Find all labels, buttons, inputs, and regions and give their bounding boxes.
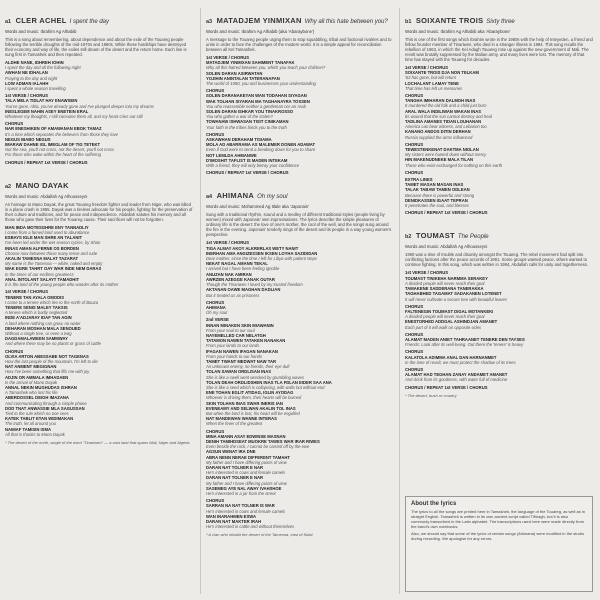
lyric-line: Russia supplied the arms influenced [405, 134, 473, 140]
lyric-line: Tied to the rule which no one sees [5, 410, 69, 416]
lyric-line: He's interested in cattle and without themselves [206, 524, 295, 530]
lyric-line: CHORUS [405, 366, 424, 372]
song-block [405, 225, 593, 397]
lyric-line: Whoever is driving them, their hearts will be burned [206, 395, 302, 401]
lyric-line: DOD TNAT ANWASSIE MLA SAGUSSAN [5, 405, 85, 411]
song-credits: Words and music: Abdallah Ag Alhousseyni [5, 193, 88, 199]
lyric-line: TENERE TAN AYALA OMODIS [5, 294, 65, 300]
lyric-line: ENESTORHED ADDGAL ASHINDJAN AMANET [405, 319, 498, 325]
lyric-line: TOLAN SAWAN ORDLISAN INAS [206, 369, 272, 375]
lyric-line: Even beside the rock, I cannot be carried off by the ewe [206, 444, 310, 450]
lyric-line: 1st VERSE / CHORUS [5, 93, 49, 99]
lyric-line: From your hands to our hands [206, 353, 263, 359]
lyric-line: 1st VERSE / CHORUS [206, 240, 250, 246]
lyric-line: But when the land is lost, his heart will be engulfed [206, 410, 300, 416]
lyric-line: 1st VERSE / CHORUS [405, 270, 449, 276]
lyric-line: CHORUS [206, 299, 225, 305]
track-number: a1 [5, 19, 12, 25]
lyric-line: It is the land of the young people who wander after its mother [5, 282, 119, 288]
about-lyrics-box [405, 496, 593, 592]
lyric-line: Its wound that the sun cannot destroy and heal [405, 113, 492, 119]
about-paragraph: Also, we should say that some of the lyrics of certain songs (Ahimana) were modified in the studio during recording. We apologise for any errors. [411, 531, 584, 541]
lyric-line: TAMAKENE SADDERANA TANERAKKA [405, 286, 484, 292]
lyric-line: ANAL INTOLANT SALAYT TAMADHIT [5, 276, 80, 282]
lyric-line: AKTANAN OAWE MAGHAN DADLIAN [206, 287, 281, 293]
lyric-line: I come from a famed land used to abundance [5, 230, 90, 236]
lyric-line: TOLAN DEAH ORDLIDSHEN INAS TLA FDLAN EIDER SAA ANA [206, 379, 332, 385]
lyric-line: In the time of revolt, we must protect the shadow of its trees [405, 359, 516, 365]
song-intro: Sung with a traditional rhythm, sound and a medley of different traditional styles (people living by women) mixed with Japonais' own improvisations. The lyrics describe the simple pleasures of ordinary life in the desert: the love of one's mother, the cool of the well, and the songs sung around the fire in the evening. Japonais' tenderly sings of the desert and its people in a way young women's perspective. [206, 212, 392, 238]
lyric-line: It will never cultivate a secure tree with beautiful leaves [405, 296, 507, 302]
lyric-line: I spent the day and all the following night [5, 65, 81, 71]
lyric-line: That time has left us memories [405, 85, 463, 91]
lyric-line: TAMET TWANT MEDWAT NAW TAR [206, 358, 277, 364]
lyric-line: TIGA ALMAY AKOY ALKRERLAS WETY NANIT [206, 245, 299, 251]
lyric-line: CHORUS / REPEAT 1st VERSE / CHORUS [5, 159, 88, 165]
lyric-line: Without a single tree, or even a twig [5, 330, 72, 336]
lyric-line: And drink from its goodness, with water full of medicine [405, 377, 508, 383]
lyric-line: America can bear witness, and Lebanon too [405, 124, 487, 130]
lyric-line: CHORUS [405, 169, 424, 175]
lyric-line: I come to a tenere which lies to the north of Bouza [5, 299, 99, 305]
lyric-line: MOLA AD ABARRAMA AS MALEMER DONEN ADAWAT [206, 142, 316, 148]
lyric-line: CHORUS / REPEAT 1st VERSE / CHORUS [405, 384, 488, 390]
track-number: b2 [405, 234, 412, 241]
lyric-line: INDE A'ADJARAY IDAF TAN AGIN [5, 315, 72, 321]
song-credits: Words and music: Ibrahim Ag Alhabib (aka 'Abaraybone') [206, 29, 315, 34]
lyric-line: He's interested in a jar from the street [206, 491, 276, 497]
lyric-line: TENERE SENIS MALEY TAKSIS [5, 304, 68, 310]
lyric-line: Friends: Look after its well-being. Out there the 'tenere' is heavy [405, 342, 524, 348]
lyric-line: CHORUS [206, 88, 225, 94]
song-title: AHIMANA [216, 191, 255, 201]
lyric-line: SOLEN DARAN ASIRWATAN [206, 70, 263, 76]
lyric-line: TALAK TABAW TAMEN ODLEAN [405, 187, 470, 193]
lyric-line: ANUZAN NAK AMIRAN [206, 271, 252, 277]
song-block [206, 185, 394, 537]
song-intro: 1990 was a time of trouble and disunity amongst the Touareg. The rebel movement had split into conflicting factions after the peace accords of 1991. Some groups wanted peace, others wanted to continue fighting. In this song, which was written in 1994, Abdallah calls for unity and togetherness. [405, 252, 588, 268]
lyric-line: IFAGAN NAWEN IFAGAN NANAKAN [206, 348, 278, 354]
song-header [206, 185, 394, 203]
track-number: a2 [5, 183, 12, 190]
lyric-line: When the fever of the greatest [206, 421, 263, 427]
lyric-line: A Tamashek who lost his life [5, 390, 58, 396]
song-subtitle: I spent the day [69, 19, 110, 25]
lyric-line: My name is the Tamesna — white, naked and empty [5, 261, 103, 267]
column-divider [399, 8, 400, 594]
lyric-line: A divided people will never reach their goal [405, 280, 485, 286]
song-block [5, 10, 193, 165]
song-intro: An homage to Mano Dayak, the great Touareg freedom fighter and leader from Niger, who was killed in a plane crash in 1995. Dayak was a tireless advocate for his people, fighting for the preservation of their culture and traditions, and for peace and independence. Abdallah salutes his memory and all those who gave their lives for the Touareg cause. Their sacrifices will not be forgotten. [5, 201, 193, 222]
lyric-line: EVENEAMY AND SELWAN AKALIN TOL INAS [206, 405, 296, 411]
lyric-line: The world of 1980, you and businesses your understanding [206, 81, 316, 87]
lyric-line: KALATOLA ADIMMA ANAL DAN HARNANMET [405, 354, 497, 360]
lyric-line: NOT LEMLDA AHMANWE [206, 152, 257, 158]
lyric-line: He's interested in cows and female camels [206, 470, 286, 476]
lyric-line: A land where nothing can grow, no water [5, 320, 81, 326]
song-title: MATADJEM YINMIXAN [216, 16, 302, 25]
lyric-line: FALTENEGIN TOUMAST DIGAL MOTANKEKI [405, 308, 494, 314]
lyric-line: MAN IBDA MOTESGHRE ENY TANNADLIY [5, 224, 89, 230]
song-subtitle: Oh my soul [257, 194, 288, 201]
lyric-line: WAK EGRE TAHRT OAY WAR INDE NEM DARAS [5, 266, 102, 272]
lyric-line: NAIMAF TAMISIN ISMA [5, 426, 51, 432]
lyric-line: My father and I have differing points of view [206, 480, 287, 486]
lyric-line: TANGHA IMIHARAN DALMOH INAS [405, 98, 476, 104]
lyric-line: CHORUS [5, 348, 24, 354]
lyric-line: Why all this hatred between you, which you teach your children? [206, 65, 326, 71]
track-number: a4 [206, 194, 213, 201]
song-intro: A message to the Touareg people urging them to stop squabbling, tribal and factional rivalries and to unite in order to face the challenges of the modern world. It is a simple appeal for reconciliation between all Kel Tamashek. [206, 37, 392, 52]
song-credits: Words and music: Abdallah Ag Alhousseyni [405, 244, 488, 250]
lyric-line: The truth, let all around you [5, 421, 56, 427]
lyric-line: 1st VERSE / CHORUS [206, 55, 250, 60]
lyric-line: How the last people of the mountain, I'm left to die [5, 358, 98, 364]
lyric-line: Because there is powerful and strong [405, 192, 475, 198]
lyric-line: TADLINA AMANES TIDAN LOUHANAN [405, 119, 482, 125]
lyric-line: From your lands to our lands [206, 343, 260, 349]
lyric-line: CHORUS [405, 141, 424, 147]
lyric-line: 1st VERSE / CHORUS [405, 65, 449, 70]
lyric-line: CHORUS / REPEAT 1st VERSE / CHORUS [206, 170, 289, 176]
lyric-line: For those who wake within the heart of the suffering [5, 152, 101, 158]
lyric-line: KANANO ANDOS DITIN DERHAN [405, 129, 471, 135]
lyric-line: INNAS AMAN ALFERNE OS BORDEN [5, 245, 79, 251]
lyric-line: NAT ANMENT MEGIGNAN [5, 364, 57, 370]
lyric-line: All that is thanks to Mano Dayak [5, 431, 65, 437]
lyric-line: CHORUS [405, 93, 424, 99]
lyric-line: INERHAN AMA ANGIZESSEN IKSEN LOYHA SAZIDIDAN [206, 250, 318, 256]
lyric-line: My father and I have differing points of view [206, 459, 287, 465]
lyric-line: MINA AMANN ASAY EDWINSE MASNAN [206, 433, 286, 439]
lyric-line: SOLEN DARAN ISHKAR YOU TINAKROSSO [206, 109, 294, 115]
lyric-line: It murdered the old folk and a child just born [405, 103, 487, 109]
lyric-line: DENIH TAMIHDSEAT MUOKRE TAWES WAR IRAR RIWES [206, 438, 320, 444]
lyric-line: LOCHALANT LAMAY TENE [405, 80, 459, 86]
lyric-line: ASKAWHAN DERAHAM TISIAMA [206, 137, 272, 143]
lyric-line: You who gather a war of the stolen? [206, 114, 273, 120]
lyric-line: '63 has gone, but will return [405, 75, 457, 81]
lyric-line: ANNAL NEKIN MUGHUDAS ISHRAN [5, 384, 77, 390]
lyric-line: Those who exist exchanged for nothing on this earth [405, 162, 503, 168]
lyric-line: From your soul to our soul [206, 327, 255, 333]
lyric-line: But it treated us as prisoners [206, 292, 260, 298]
lyric-line: SOIXANTE TROIS DJA NON TELKAM [405, 70, 479, 76]
lyric-line: AKALIN TAMESNA MALAT TAZARAT [5, 256, 79, 262]
lyric-line: Each part of it will walk on opposite sides [405, 324, 482, 330]
lyric-line: ADJIN OR AMMALA IMHADAEN [5, 374, 69, 380]
song-footnote: * A clan who inhabit the desert of the Tamesna, east of Kidal [206, 532, 313, 538]
lyric-line: SKIN TOLHAN INAS SWAR INERIS IAN [206, 400, 283, 406]
lyric-line: With a friend, they will only betray your confidence [206, 163, 300, 169]
song-title: TOUMAST [415, 231, 455, 241]
lyric-line: NAYEMELLED CAR NELATGH [206, 332, 266, 338]
lyric-line: CHORUS [405, 331, 424, 337]
lyric-line: You who reassemble neither a gentleman nor an Arab [206, 103, 306, 109]
lyric-line: NAR ENESHIKEN OF AMAWANAN EBOK TAMAZ [5, 126, 102, 132]
lyric-line: TOUMAST TINIKEHA NARMMA SERAKEY [405, 275, 488, 281]
song-credits: Words and music: Ibrahim Ag Alhabib [5, 29, 77, 34]
lyric-line: DEHARAN MOSHAN MALA SENOUED [5, 325, 81, 331]
lyric-line: DAGDAMALAWEEN SAMMWAY [5, 336, 68, 342]
lyric-line: DARAN NAT TOLNER E NAR [206, 465, 264, 470]
song-block [405, 10, 593, 215]
lyric-line: KATEK TABLIT ETAN WIDIMAKAN [5, 416, 74, 422]
lyric-line: 2nd VERSE [206, 317, 229, 323]
lyric-line: I've been led under the wet season cycles, by Shan [5, 240, 101, 246]
lyric-line: ABERDOSSEL DEIGH IMAZANA [5, 395, 69, 401]
lyric-line: CHORUS [5, 121, 24, 127]
song-header [206, 10, 394, 28]
lyric-line: YOJIHIN ANINTALAN TATERANAFAN [206, 75, 280, 81]
lyric-line: ESBAYS IGLE MAN SHRE AN TALANIT [5, 235, 83, 241]
song-title: CLER ACHEL [15, 16, 67, 25]
lyric-line: CHORUS [206, 498, 225, 504]
lyric-line: Not the sea, you'll not cross, not the desert, you'll not cross [5, 147, 115, 153]
track-number: a3 [206, 19, 213, 25]
song-header [5, 175, 193, 193]
lyric-line: SOLEN DARANAKEYAN WAN TODAHAN SIYAGAN [206, 93, 307, 99]
lyric-line: AWHAN NE IDHALAN [5, 70, 48, 76]
song-header [5, 10, 193, 28]
lyric-line: I spent a whole season travelling [5, 86, 66, 92]
lyric-line: HIN MAKENUDNEKE MALA TILAN [405, 157, 474, 163]
lyric-line: How I've been something that fills me with joy [5, 369, 90, 375]
lyric-line: And communicating through a simple phone [5, 400, 87, 406]
lyric-line: ALAMAT MADEN ANIET TAHRAANET TENERE DEN TAYSES [405, 336, 525, 342]
lyric-line: It penetrates the soul, and blesses [405, 203, 469, 209]
song-subtitle: Why all this hate between you? [304, 19, 388, 25]
lyric-line: ARAL WALA INDILIWAN WAKAN INAS [405, 108, 482, 114]
lyric-line: TOWANAW ISHWASAN TISIT CINIKAMAN [206, 119, 289, 125]
song-subtitle: The People [457, 234, 489, 241]
lyric-line: AHIMANA [206, 304, 226, 310]
column-divider [200, 8, 201, 594]
lyric-line: Praying to the day and night [5, 75, 58, 81]
lyric-line: And where there may be no plants or grass of cattle [5, 341, 101, 347]
song-block [5, 175, 193, 445]
lyric-line: OLVIA ARTON ABESSABE NOT TAGENAS [5, 353, 89, 359]
song-subtitle: Sixty three [486, 19, 515, 25]
song-title: SOIXANTE TROIS [415, 16, 484, 25]
song-header [405, 10, 593, 28]
lyric-line: DARAN NAT TOLNER E NAR [206, 475, 264, 481]
lyric-line: Dear mother, since the time I left for Libya with patient steps [206, 256, 318, 262]
lyric-line: Whatever my thoughts, I still consume them all, and my heart cries out still [5, 114, 143, 120]
lyric-line: NEKAT NAGAL AMANN TEKAL [206, 261, 268, 267]
lyric-line: D'IMOSHIT TAFLIST IS MADEN INTEKAM [206, 157, 288, 163]
lyric-line: DENIDKASSEN IGAAT TEPRAN [405, 197, 468, 203]
lyric-line: TAGHABHED TAGAMAT SADAKANEN LOTENET [405, 291, 502, 297]
lyric-line: Your faith in the tribes binds you to the truth [206, 124, 287, 130]
about-heading: About the lyrics [411, 501, 457, 507]
lyric-line: AGSUN WENAT IRA DNE [206, 449, 256, 455]
lyric-line: CHORUS [405, 303, 424, 309]
lyric-line: In the times of our endless greatness [5, 271, 74, 277]
lyric-line: A divided people will never reach their goal [405, 314, 485, 320]
lyric-line: ABRA NENN NERAE DIFFERENT TAMAHT [206, 454, 290, 460]
lyric-line: An unknown enemy, no friends, their eye dull [206, 364, 290, 370]
lyric-line: TATAMON NAWEN TATAKEN NANAKAN [206, 338, 286, 344]
lyric-line: Choose now between those many tense and rude [5, 250, 98, 256]
lyric-line: CHORUS [206, 428, 225, 434]
lyric-line: Is the arrival of Mano Dayak [5, 379, 58, 385]
lyric-line: Though the Tinariwen I loved by my trusted freedom [206, 282, 303, 288]
lyric-line: EXTRA LINES [405, 177, 433, 183]
lyric-line: SASEMEG AYE NAL AWAY IVAHSHOE [206, 485, 282, 491]
lyric-line: A tenere which is badly neglected [5, 310, 68, 316]
lyric-line: She is like a seed which is collapsing, with walls but without end [206, 384, 325, 390]
lyric-line: INESLEGEM NAHIN ASEY ENETEIN ERAL [5, 108, 89, 114]
lyric-line: My sisters were hunted down without mercy [405, 152, 487, 158]
lyric-line: DARAN NAT MAKTER IRAH [206, 519, 262, 525]
lyric-line: Even if God were to send a breaking down for you to share [206, 147, 316, 153]
lyric-line: ALAMAT HAD TEGHAN ZANAY ANDAMET AMANET [405, 372, 508, 378]
lyric-line: NAT MANDEWAN WANNE INTERAS [206, 416, 277, 422]
column-left [5, 10, 193, 592]
lyric-line: WAK TOLHAN SIYARAN MA TAGHANAYRA TOSSEN [206, 98, 310, 104]
column-middle [206, 10, 394, 592]
track-number: b1 [405, 19, 412, 25]
lyric-line: It's a time which separates the believers from those they love [5, 131, 118, 137]
lyric-line: TAMET MASAN MASAN INAS [405, 182, 464, 188]
lyric-line: You've gone, Ahla, you've already gone and I've plunged deeper into my dreams [5, 103, 154, 109]
song-footnote: * The desert, bush or country [405, 392, 457, 398]
lyric-line: ENE TOHAN EGLIT ATIDAG, IGLIN AYODAG [206, 390, 294, 396]
lyric-line: NEGUS IBABO NEGUS [5, 136, 51, 142]
song-footnote: * The desert of the north, single of the word "Tinariwen" — a vast land that spans Mali, Niger and Algeria [5, 439, 190, 445]
lyric-line: MATADJEM YINMIXAN SAHIMENT TANAFAK [206, 60, 295, 66]
lyric-line: INNAN MINAKEN SKIN MIAWANIN [206, 322, 274, 328]
song-title: MANO DAYAK [15, 180, 69, 190]
lyric-line: LOW ADMAN IALAHH [5, 80, 49, 86]
lyric-line: CHORUS [405, 349, 424, 355]
song-intro: This is one of the first songs which Ibrahim wrote in the 1980s with the help of Inteyeden, a friend and fellow founder member of Tinariwen, who died in a stranger illness in 1994. This song recalls the rebellion of 1963, in which the Kel Adagh Touareg rose up against the new government of Mali. The revolt was brutally suppressed by the Malian army, and many lives were lost. The memory of that time has stayed with the Touareg for decades. [405, 37, 593, 62]
lyric-line: TEWESTENKENAT DAKTMA NIOLAN [405, 147, 479, 153]
lyric-line: Oh my soul [206, 310, 228, 316]
lyric-line: CHORUS / REPEAT 1st VERSE / CHORUS [405, 210, 488, 216]
lyric-line: He's interested in cows and female camels [206, 508, 286, 514]
about-paragraph: The lyrics to all the songs are printed here in Tamashek, the language of the Touareg, as well as in straight English. Tamashek is written in its own ancient script called Tifinagh, but it is also commonly transcribed in the Latin alphabet. The transcriptions used here were made directly from the band's own notebooks. [411, 509, 585, 529]
lyric-line: ALDHE NANE, IDHREH IOHIN [5, 60, 64, 65]
song-block [206, 10, 394, 175]
song-credits: Words and music: Mohammed Ag Itlale aka 'Japonais' [206, 204, 309, 210]
song-header [405, 225, 593, 243]
song-intro: This is a song about remembering, about dependence and about the exile of the Touareg people following the terrible droughts of the mid-1970s and 1980s. While these hardships have destroyed their economy and way of life, the exiles still dream of the desert and the return home. Each line is sung first in Tamashek and then repeated. [5, 37, 187, 57]
lyric-line: AWRZEN AZEGGE KANAK OUTAR [206, 276, 275, 282]
song-credits: Words and music: Ibrahim Ag Alhabib aka 'Abaraybone' [405, 29, 511, 34]
lyric-line: 1st VERSE / CHORUS [5, 289, 49, 295]
lyric-line: IMARAW DAHNE IGL IMEGLAM OF TIG TETEKT [5, 142, 101, 148]
lyric-line: TALA MELA TIDLAT HAY ENAWSEIN [5, 98, 78, 104]
lyric-line: SARRAN NA NAT TOLNER IS WAR [206, 503, 275, 509]
lyric-line: WAN INARAHMEN ESWA [206, 513, 257, 519]
lyric-line: I arrived but I have been feeling ignoble [206, 266, 280, 272]
lyric-line: She is like a swell went wrecked by grumbling waves [206, 374, 304, 380]
lyric-line: CHORUS [206, 131, 225, 137]
